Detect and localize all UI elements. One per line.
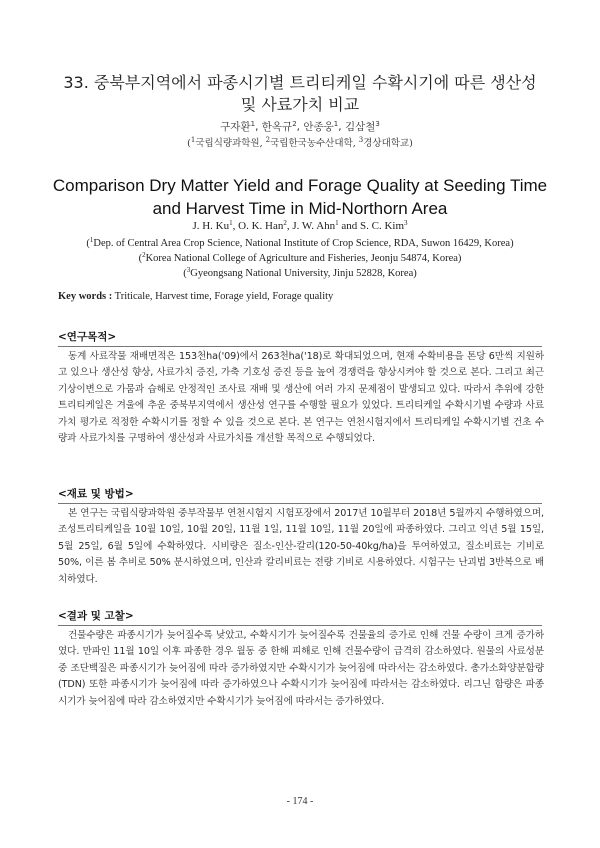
korean-title bbox=[40, 72, 560, 116]
section-divider bbox=[58, 346, 542, 347]
page-number: - 174 - bbox=[286, 796, 314, 807]
author-2: O. K. Han bbox=[238, 220, 284, 232]
author-4: S. C. Kim bbox=[360, 220, 405, 232]
affiliation-3: ($^3$Gyeongsang National University, Jinju 52828, Korea) bbox=[183, 266, 417, 279]
english-affiliations bbox=[30, 236, 570, 281]
author-4: 김삼철 bbox=[344, 121, 376, 133]
author-1: 구자환 bbox=[220, 121, 251, 133]
section-text-purpose: 동계 사료작물 재배면적은 153천ha('09)에서 263천ha('18)로 확대되었으며, 현재 수확비용을 톤당 6만씩 지원하고 있으나 생산성 향상, 사료가치 증진, 가축 기호성 증진 등을 높여 경쟁력을 향상시켜야 할 것으로 본다. 그리고 최근 기상이변으로 가뭄과 습해로 안정적인 조사료 재배 및 생산에 여러 가지 문제점이 발생되고 있다. 따라서 추위에 강한 트리티케일은 겨울에 추운 중북부지역에서 생산성 연구를 수행할 필요가 있었다. 트리티케일 수확시기별 수량과 사료가치 평가로 적정한 수확시기를 정할 수 있을 것으로 본다. 본 연구는 연천시험지에서 트리티케일 수확시기별 건초 수량과 사료가치를 구명하여 생산성과 사료가치를 개선할 목적으로 수행되었다. bbox=[58, 351, 544, 445]
korean-authors: 구자환$^1$, 한옥규$^2$, 안종웅$^1$, 김삼철$^3$ bbox=[220, 120, 380, 133]
korean-title-line-1: 33. 중북부지역에서 파종시기별 트리티케일 수확시기에 따른 생산성 bbox=[63, 73, 537, 92]
korean-affiliation: ($^1$국립식량과학원, $^2$국립한국농수산대학, $^3$경상대학교) bbox=[187, 136, 413, 149]
korean-title-line-2: 및 사료가치 비교 bbox=[240, 95, 360, 114]
section-text-methods: 본 연구는 국립식량과학원 중부작물부 연천시험지 시험포장에서 2017년 10월부터 2018년 5월까지 수행하였으며, 조성트리티케일을 10월 10일, 10월 20일, 11월 1일, 11월 10일, 11월 20일에 파종하였다. 그리고 익년 5월 15일, 5월 25일, 6월 5일에 수확하였다. 시비량은 질소-인산-칼리(120-50-40kg/ha)을 투여하였고, 질소비료는 기비로 50%, 이른 봄 추비로 50% 분시하였으며, 인산과 칼리비료는 전량 기비로 시용하였다. 시험구는 난괴법 3반복으로 배치하였다. bbox=[58, 508, 544, 585]
section-heading-purpose: <연구목적> bbox=[58, 331, 117, 343]
keywords-label: Key words : bbox=[58, 291, 113, 302]
section-text-results: 건물수량은 파종시기가 늦어질수록 낮았고, 수확시기가 늦어질수록 건물율의 증가로 인해 건물 수량이 크게 증가하였다. 만파인 11월 10일 이후 파종한 경우 월동 중 한해 피해로 인해 건물수량이 급격히 감소하였다. 원물의 사료성분 중 조단백질은 파종시기가 늦어짐에 따라 증가하였지만 수확시기가 늦어짐에 따라서는 감소하였다. 총가소화양분함량(TDN) 또한 파종시기가 늦어짐에 따라 증가하였으나 수확시기가 늦어짐에 따라서는 감소하였다. 리그닌 함량은 파종시기가 늦어짐에 따라 감소하였지만 수확시기가 늦어짐에 따라서는 증가하였다. bbox=[58, 630, 544, 707]
section-divider bbox=[58, 625, 542, 626]
english-authors: J. H. Ku$^1$, O. K. Han$^2$, J. W. Ahn$^1$ and S. C. Kim$^3$ bbox=[192, 219, 408, 232]
affiliation-1: ($^1$Dep. of Central Area Crop Science, National Institute of Crop Science, RDA, Suwon 16429, Korea) bbox=[86, 236, 514, 249]
affiliation-2: ($^2$Korea National College of Agriculture and Fisheries, Jeonju 54874, Korea) bbox=[138, 251, 462, 264]
author-1: J. H. Ku bbox=[192, 220, 230, 232]
author-2: 한옥규 bbox=[261, 121, 293, 133]
section-heading-methods: <재료 및 방법> bbox=[58, 488, 134, 500]
author-3: J. W. Ahn bbox=[292, 220, 336, 232]
author-3: 안종웅 bbox=[303, 121, 334, 133]
section-divider bbox=[58, 503, 542, 504]
section-heading-results: <결과 및 고찰> bbox=[58, 610, 134, 622]
keywords bbox=[58, 290, 548, 304]
english-title-line-2: and Harvest Time in Mid-Northorn Area bbox=[152, 199, 448, 218]
english-title bbox=[30, 174, 570, 220]
keywords-text: Triticale, Harvest time, Forage yield, Forage quality bbox=[112, 291, 334, 302]
english-title-line-1: Comparison Dry Matter Yield and Forage Quality at Seeding Time bbox=[52, 176, 548, 195]
